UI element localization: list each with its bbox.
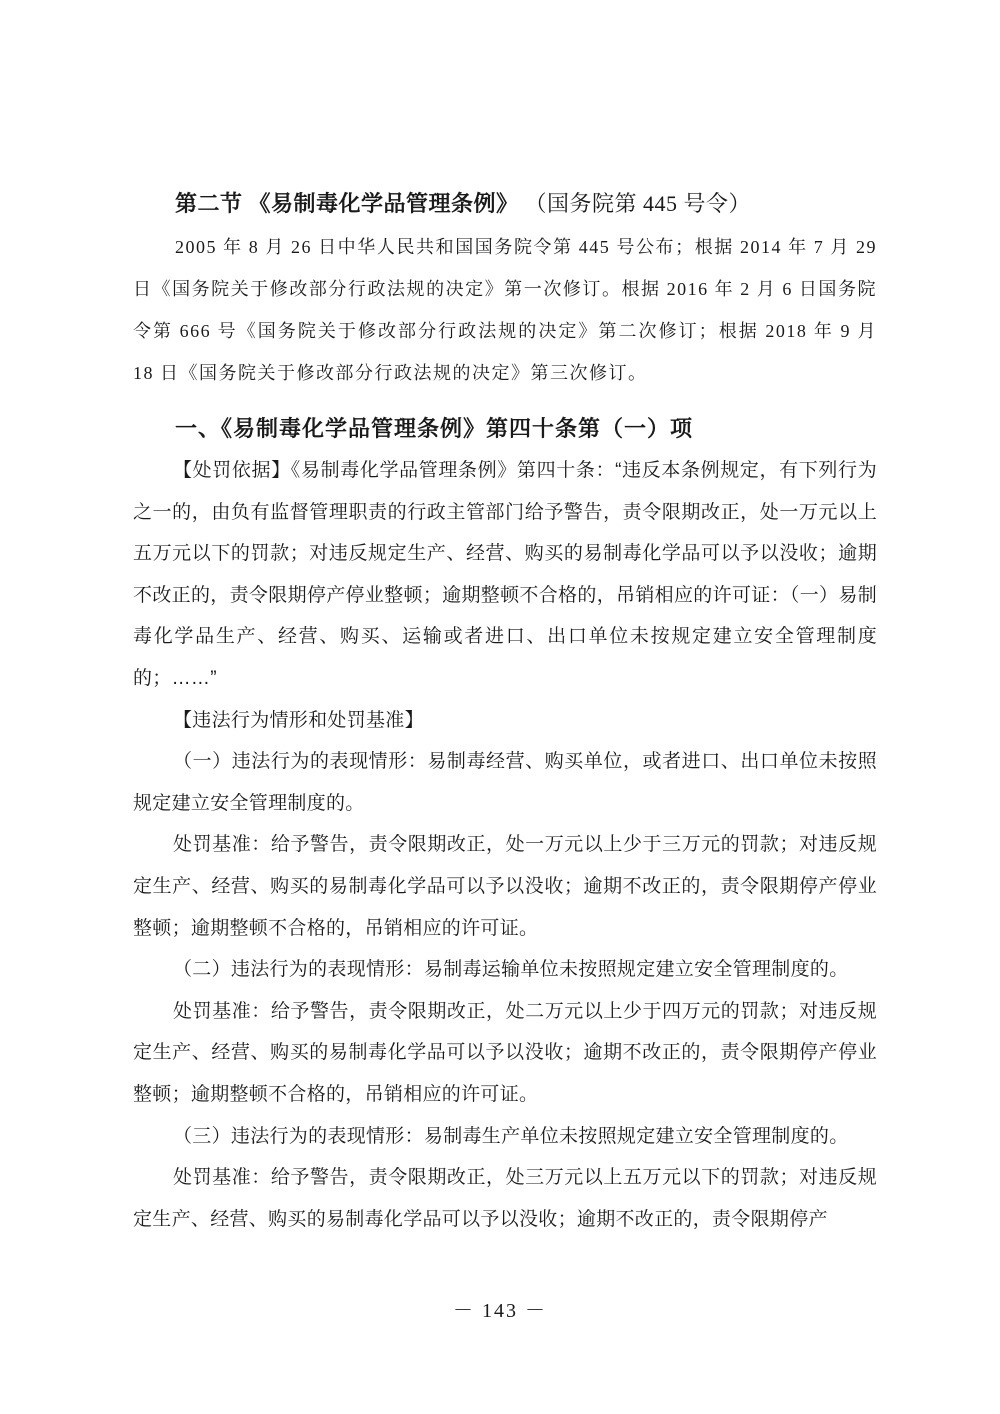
criteria-heading: 【违法行为情形和处罚基准】 bbox=[173, 709, 424, 731]
situation-2: （二）违法行为的表现情形：易制毒运输单位未按照规定建立安全管理制度的。 bbox=[173, 959, 849, 981]
section-intro: 2005 年 8 月 26 日中华人民共和国国务院令第 445 号公布；根据 2014 年 7 月 29 日《国务院关于修改部分行政法规的决定》第一次修订。根据 2016 年 2 月 6 日国务院令第 666 号《国务院关于修改部分行政法规的决定》第二次修订；根据 2018 年 9 月 18 日《国务院关于修改部分行政法规的决定》第三次修订。 bbox=[133, 237, 877, 383]
penalty-standard-1: 处罚基准：给予警告，责令限期改正，处一万元以上少于三万元的罚款；对违反规定生产、经营、购买的易制毒化学品可以予以没收；逾期不改正的，责令限期停产停业整顿；逾期整顿不合格的，吊销相应的许可证。 bbox=[133, 834, 877, 939]
situation-1: （一）违法行为的表现情形：易制毒经营、购买单位，或者进口、出口单位未按照规定建立安全管理制度的。 bbox=[133, 751, 877, 814]
penalty-standard-2: 处罚基准：给予警告，责令限期改正，处二万元以上少于四万元的罚款；对违反规定生产、经营、购买的易制毒化学品可以予以没收；逾期不改正的，责令限期停产停业整顿；逾期整顿不合格的，吊销相应的许可证。 bbox=[133, 1000, 877, 1105]
penalty-standard-3: 处罚基准：给予警告，责令限期改正，处三万元以上五万元以下的罚款；对违反规定生产、经营、购买的易制毒化学品可以予以没收；逾期不改正的，责令限期停产 bbox=[133, 1167, 877, 1230]
article-heading: 一、《易制毒化学品管理条例》第四十条第（一）项 bbox=[175, 416, 694, 441]
section-title-main: 第二节 《易制毒化学品管理条例》 bbox=[175, 191, 519, 216]
situation-3: （三）违法行为的表现情形：易制毒生产单位未按照规定建立安全管理制度的。 bbox=[173, 1125, 849, 1147]
page-content bbox=[133, 184, 877, 1240]
page-number: － 143 － bbox=[453, 1300, 547, 1322]
section-title-order: （国务院第 445 号令） bbox=[524, 191, 752, 216]
penalty-basis: 【处罚依据】《易制毒化学品管理条例》第四十条：“违反本条例规定，有下列行为之一的，由负有监督管理职责的行政主管部门给予警告，责令限期改正，处一万元以上五万元以下的罚款；对违反规定生产、经营、购买的易制毒化学品可以予以没收；逾期不改正的，责令限期停产停业整顿；逾期整顿不合格的，吊销相应的许可证：（一）易制毒化学品生产、经营、购买、运输或者进口、出口单位未按规定建立安全管理制度的；……” bbox=[133, 460, 877, 689]
section-title bbox=[133, 184, 877, 224]
